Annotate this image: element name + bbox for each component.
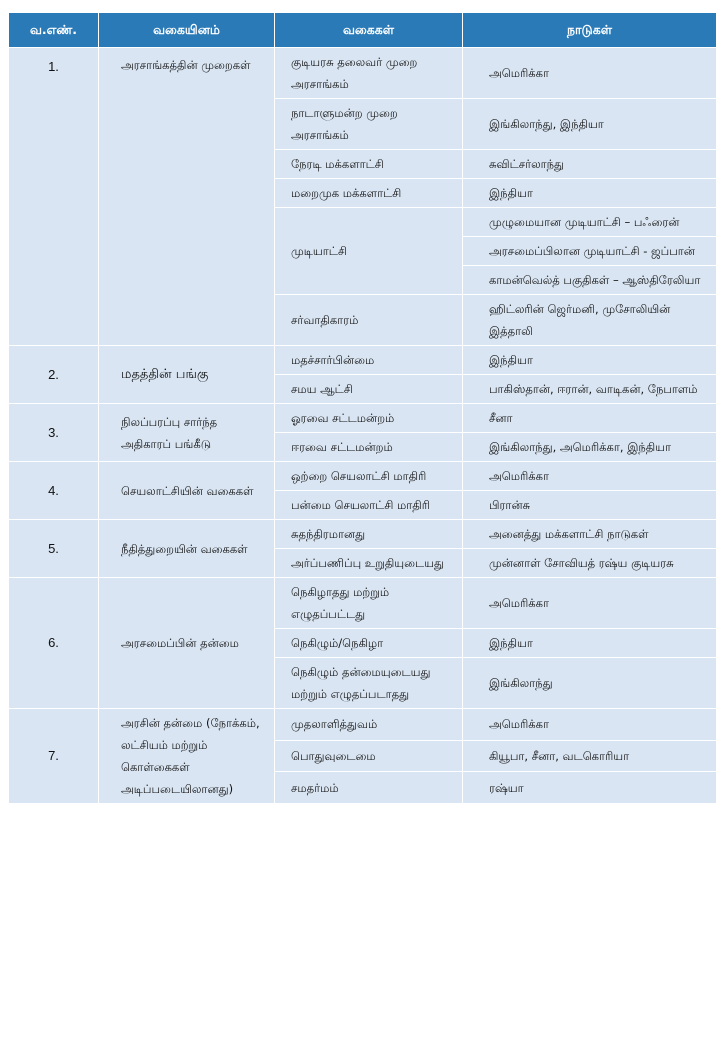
countries-cell: அமெரிக்கா bbox=[463, 578, 717, 629]
type-cell: அர்ப்பணிப்பு உறுதியுடையது bbox=[275, 549, 463, 578]
serial-number: 1. bbox=[9, 48, 99, 346]
countries-cell: சுவிட்சர்லாந்து bbox=[463, 150, 717, 179]
type-cell: பன்மை செயலாட்சி மாதிரி bbox=[275, 491, 463, 520]
serial-number: 6. bbox=[9, 578, 99, 709]
countries-cell: பிரான்சு bbox=[463, 491, 717, 520]
countries-cell: இந்தியா bbox=[463, 346, 717, 375]
type-cell: நெகிழாதது மற்றும் எழுதப்பட்டது bbox=[275, 578, 463, 629]
countries-cell: காமன்வெல்த் பகுதிகள் – ஆஸ்திரேலியா bbox=[463, 266, 717, 295]
header-types: வகைகள் bbox=[275, 13, 463, 48]
type-cell: சுதந்திரமானது bbox=[275, 520, 463, 549]
category-cell: மதத்தின் பங்கு bbox=[99, 346, 275, 404]
serial-number: 4. bbox=[9, 462, 99, 520]
serial-number: 5. bbox=[9, 520, 99, 578]
type-cell: சர்வாதிகாரம் bbox=[275, 295, 463, 346]
type-cell: சமதர்மம் bbox=[275, 772, 463, 804]
type-cell: குடியரசு தலைவர் முறை அரசாங்கம் bbox=[275, 48, 463, 99]
type-cell: நேரடி மக்களாட்சி bbox=[275, 150, 463, 179]
type-cell: நெகிழும் தன்மையுடையது மற்றும் எழுதப்படாதது bbox=[275, 658, 463, 709]
table-row bbox=[9, 346, 717, 375]
countries-cell: அரசமைப்பிலான முடியாட்சி - ஜப்பான் bbox=[463, 237, 717, 266]
countries-cell: அமெரிக்கா bbox=[463, 48, 717, 99]
countries-cell: இந்தியா bbox=[463, 629, 717, 658]
countries-cell: அமெரிக்கா bbox=[463, 709, 717, 741]
type-cell: ஓரவை சட்டமன்றம் bbox=[275, 404, 463, 433]
type-cell: சமய ஆட்சி bbox=[275, 375, 463, 404]
type-cell: நெகிழும்/நெகிழா bbox=[275, 629, 463, 658]
table-row bbox=[9, 709, 717, 741]
category-cell: நிலப்பரப்பு சார்ந்த அதிகாரப் பங்கீடு bbox=[99, 404, 275, 462]
header-serial-number: வ.எண். bbox=[9, 13, 99, 48]
countries-cell: இங்கிலாந்து, இந்தியா bbox=[463, 99, 717, 150]
type-cell: நாடாளுமன்ற முறை அரசாங்கம் bbox=[275, 99, 463, 150]
countries-cell: இந்தியா bbox=[463, 179, 717, 208]
type-cell: முதலாளித்துவம் bbox=[275, 709, 463, 741]
category-cell: அரசமைப்பின் தன்மை bbox=[99, 578, 275, 709]
countries-cell: அமெரிக்கா bbox=[463, 462, 717, 491]
table-header-row bbox=[9, 13, 717, 48]
serial-number: 7. bbox=[9, 709, 99, 804]
type-cell: முடியாட்சி bbox=[275, 208, 463, 295]
type-cell: ஒற்றை செயலாட்சி மாதிரி bbox=[275, 462, 463, 491]
serial-number: 2. bbox=[9, 346, 99, 404]
category-cell: அரசாங்கத்தின் முறைகள் bbox=[99, 48, 275, 346]
type-cell: பொதுவுடைமை bbox=[275, 740, 463, 772]
countries-cell: கியூபா, சீனா, வடகொரியா bbox=[463, 740, 717, 772]
header-countries: நாடுகள் bbox=[463, 13, 717, 48]
countries-cell: அனைத்து மக்களாட்சி நாடுகள் bbox=[463, 520, 717, 549]
type-cell: மதச்சார்பின்மை bbox=[275, 346, 463, 375]
countries-cell: முழுமையான முடியாட்சி – பஃரைன் bbox=[463, 208, 717, 237]
table-row bbox=[9, 520, 717, 549]
countries-cell: இங்கிலாந்து, அமெரிக்கா, இந்தியா bbox=[463, 433, 717, 462]
countries-cell: இங்கிலாந்து bbox=[463, 658, 717, 709]
countries-cell: சீனா bbox=[463, 404, 717, 433]
countries-cell: ரஷ்யா bbox=[463, 772, 717, 804]
category-cell: நீதித்துறையின் வகைகள் bbox=[99, 520, 275, 578]
countries-cell: ஹிட்லரின் ஜெர்மனி, முசோலியின் இத்தாலி bbox=[463, 295, 717, 346]
table-row bbox=[9, 404, 717, 433]
government-types-table bbox=[8, 12, 717, 804]
countries-cell: முன்னாள் சோவியத் ரஷ்ய குடியரசு bbox=[463, 549, 717, 578]
table-row bbox=[9, 462, 717, 491]
table-body bbox=[9, 48, 717, 804]
table-row bbox=[9, 578, 717, 629]
type-cell: மறைமுக மக்களாட்சி bbox=[275, 179, 463, 208]
header-category: வகையினம் bbox=[99, 13, 275, 48]
category-cell: செயலாட்சியின் வகைகள் bbox=[99, 462, 275, 520]
table-row bbox=[9, 48, 717, 99]
type-cell: ஈரவை சட்டமன்றம் bbox=[275, 433, 463, 462]
category-cell: அரசின் தன்மை (நோக்கம், லட்சியம் மற்றும் கொள்கைகள் அடிப்படையிலானது) bbox=[99, 709, 275, 804]
countries-cell: பாகிஸ்தான், ஈரான், வாடிகன், நேபாளம் bbox=[463, 375, 717, 404]
serial-number: 3. bbox=[9, 404, 99, 462]
